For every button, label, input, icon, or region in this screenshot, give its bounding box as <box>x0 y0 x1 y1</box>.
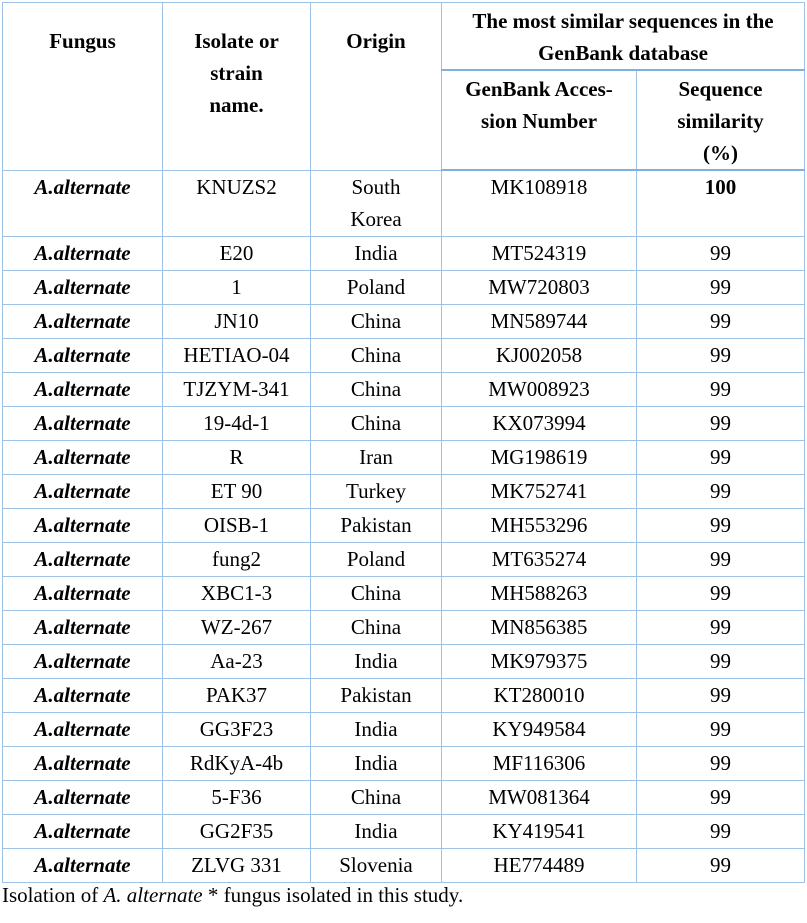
cell-fungus: A.alternate <box>3 475 163 509</box>
cell-origin: Turkey <box>311 475 442 509</box>
cell-isolate: JN10 <box>163 305 311 339</box>
cell-accession: MH553296 <box>442 509 637 543</box>
table-row <box>3 543 805 577</box>
cell-origin: India <box>311 645 442 679</box>
cell-isolate: R <box>163 441 311 475</box>
cell-fungus: A.alternate <box>3 509 163 543</box>
cell-isolate: fung2 <box>163 543 311 577</box>
cell-accession: KY949584 <box>442 713 637 747</box>
cell-origin: India <box>311 237 442 271</box>
cell-origin: Poland <box>311 271 442 305</box>
table-row <box>3 407 805 441</box>
header-group-text: The most similar sequences in the GenBank database <box>472 9 774 65</box>
cell-isolate: Aa-23 <box>163 645 311 679</box>
cell-isolate: KNUZS2 <box>163 170 311 237</box>
cell-isolate: 1 <box>163 271 311 305</box>
table-row <box>3 441 805 475</box>
cell-isolate: 5-F36 <box>163 781 311 815</box>
header-fungus: Fungus <box>3 3 163 171</box>
cell-origin: India <box>311 747 442 781</box>
cell-accession: MW008923 <box>442 373 637 407</box>
genbank-table <box>2 2 805 883</box>
cell-origin <box>311 170 442 237</box>
cell-isolate: HETIAO-04 <box>163 339 311 373</box>
cell-fungus: A.alternate <box>3 577 163 611</box>
table-row <box>3 815 805 849</box>
cell-similarity: 99 <box>637 679 805 713</box>
cell-fungus: A.alternate <box>3 849 163 883</box>
table-row <box>3 679 805 713</box>
table-row <box>3 577 805 611</box>
cell-isolate: GG2F35 <box>163 815 311 849</box>
cell-fungus: A.alternate <box>3 815 163 849</box>
cell-origin: India <box>311 713 442 747</box>
table-header <box>3 3 805 171</box>
header-similarity <box>637 70 805 170</box>
cell-fungus: A.alternate <box>3 781 163 815</box>
cell-origin: China <box>311 781 442 815</box>
table-caption <box>2 880 463 910</box>
cell-accession: KX073994 <box>442 407 637 441</box>
table-row <box>3 271 805 305</box>
cell-accession: KT280010 <box>442 679 637 713</box>
cell-similarity: 99 <box>637 577 805 611</box>
cell-isolate: OISB-1 <box>163 509 311 543</box>
cell-origin: China <box>311 373 442 407</box>
cell-fungus: A.alternate <box>3 441 163 475</box>
cell-fungus: A.alternate <box>3 305 163 339</box>
table-row <box>3 781 805 815</box>
cell-accession: MK108918 <box>442 170 637 237</box>
table-row <box>3 645 805 679</box>
cell-isolate: 19-4d-1 <box>163 407 311 441</box>
cell-accession: MW081364 <box>442 781 637 815</box>
cell-fungus: A.alternate <box>3 645 163 679</box>
cell-fungus: A.alternate <box>3 611 163 645</box>
cell-accession: MW720803 <box>442 271 637 305</box>
cell-similarity: 99 <box>637 237 805 271</box>
cell-isolate: ET 90 <box>163 475 311 509</box>
cell-accession: MN589744 <box>442 305 637 339</box>
cell-accession: MN856385 <box>442 611 637 645</box>
table-row <box>3 305 805 339</box>
cell-isolate: WZ-267 <box>163 611 311 645</box>
cell-fungus: A.alternate <box>3 679 163 713</box>
cell-accession: MK979375 <box>442 645 637 679</box>
table-row <box>3 237 805 271</box>
cell-similarity: 99 <box>637 645 805 679</box>
cell-similarity: 99 <box>637 373 805 407</box>
cell-similarity: 99 <box>637 815 805 849</box>
cell-isolate: GG3F23 <box>163 713 311 747</box>
cell-origin-text: South Korea <box>350 174 402 231</box>
cell-isolate: RdKyA-4b <box>163 747 311 781</box>
cell-origin: China <box>311 407 442 441</box>
cell-similarity: 99 <box>637 611 805 645</box>
header-similarity-text: Sequence similarity (%) <box>677 77 764 165</box>
table-row <box>3 373 805 407</box>
cell-similarity: 99 <box>637 509 805 543</box>
cell-isolate: XBC1-3 <box>163 577 311 611</box>
cell-similarity: 99 <box>637 747 805 781</box>
cell-isolate: TJZYM-341 <box>163 373 311 407</box>
cell-isolate: ZLVG 331 <box>163 849 311 883</box>
cell-origin: China <box>311 305 442 339</box>
cell-isolate: PAK37 <box>163 679 311 713</box>
cell-fungus: A.alternate <box>3 170 163 237</box>
cell-origin: Pakistan <box>311 509 442 543</box>
cell-accession: MF116306 <box>442 747 637 781</box>
cell-accession: MT635274 <box>442 543 637 577</box>
cell-isolate: E20 <box>163 237 311 271</box>
table-row <box>3 475 805 509</box>
cell-fungus: A.alternate <box>3 271 163 305</box>
cell-similarity: 99 <box>637 475 805 509</box>
cell-similarity: 99 <box>637 781 805 815</box>
cell-accession: MT524319 <box>442 237 637 271</box>
caption-species: A. alternate <box>103 883 203 907</box>
cell-origin: China <box>311 339 442 373</box>
cell-similarity: 99 <box>637 441 805 475</box>
cell-accession: MH588263 <box>442 577 637 611</box>
cell-accession: KJ002058 <box>442 339 637 373</box>
header-isolate <box>163 3 311 171</box>
cell-accession: KY419541 <box>442 815 637 849</box>
caption-prefix: Isolation of <box>2 883 104 907</box>
header-origin: Origin <box>311 3 442 171</box>
cell-similarity: 99 <box>637 849 805 883</box>
cell-fungus: A.alternate <box>3 339 163 373</box>
table-row <box>3 509 805 543</box>
cell-similarity: 99 <box>637 339 805 373</box>
cell-fungus: A.alternate <box>3 407 163 441</box>
caption-suffix: * fungus isolated in this study. <box>202 883 464 907</box>
cell-fungus: A.alternate <box>3 747 163 781</box>
cell-accession: MG198619 <box>442 441 637 475</box>
cell-fungus: A.alternate <box>3 373 163 407</box>
header-group <box>442 3 805 71</box>
cell-similarity: 99 <box>637 271 805 305</box>
header-accession <box>442 70 637 170</box>
table-row <box>3 713 805 747</box>
table-row <box>3 747 805 781</box>
cell-origin: Iran <box>311 441 442 475</box>
cell-similarity: 99 <box>637 305 805 339</box>
cell-origin: China <box>311 577 442 611</box>
cell-origin: India <box>311 815 442 849</box>
cell-origin: Poland <box>311 543 442 577</box>
table-body <box>3 170 805 883</box>
cell-fungus: A.alternate <box>3 237 163 271</box>
header-accession-text: GenBank Acces-sion Number <box>465 77 613 133</box>
cell-similarity: 99 <box>637 407 805 441</box>
cell-fungus: A.alternate <box>3 543 163 577</box>
cell-origin: Slovenia <box>311 849 442 883</box>
table-row <box>3 849 805 883</box>
table-row <box>3 611 805 645</box>
table-row <box>3 339 805 373</box>
cell-accession: MK752741 <box>442 475 637 509</box>
cell-origin: Pakistan <box>311 679 442 713</box>
cell-similarity: 100 <box>637 170 805 237</box>
cell-fungus: A.alternate <box>3 713 163 747</box>
table-container <box>2 2 804 883</box>
cell-origin: China <box>311 611 442 645</box>
header-isolate-text: Isolate or strain name. <box>194 29 279 117</box>
cell-similarity: 99 <box>637 543 805 577</box>
cell-similarity: 99 <box>637 713 805 747</box>
cell-accession: HE774489 <box>442 849 637 883</box>
table-row <box>3 170 805 237</box>
